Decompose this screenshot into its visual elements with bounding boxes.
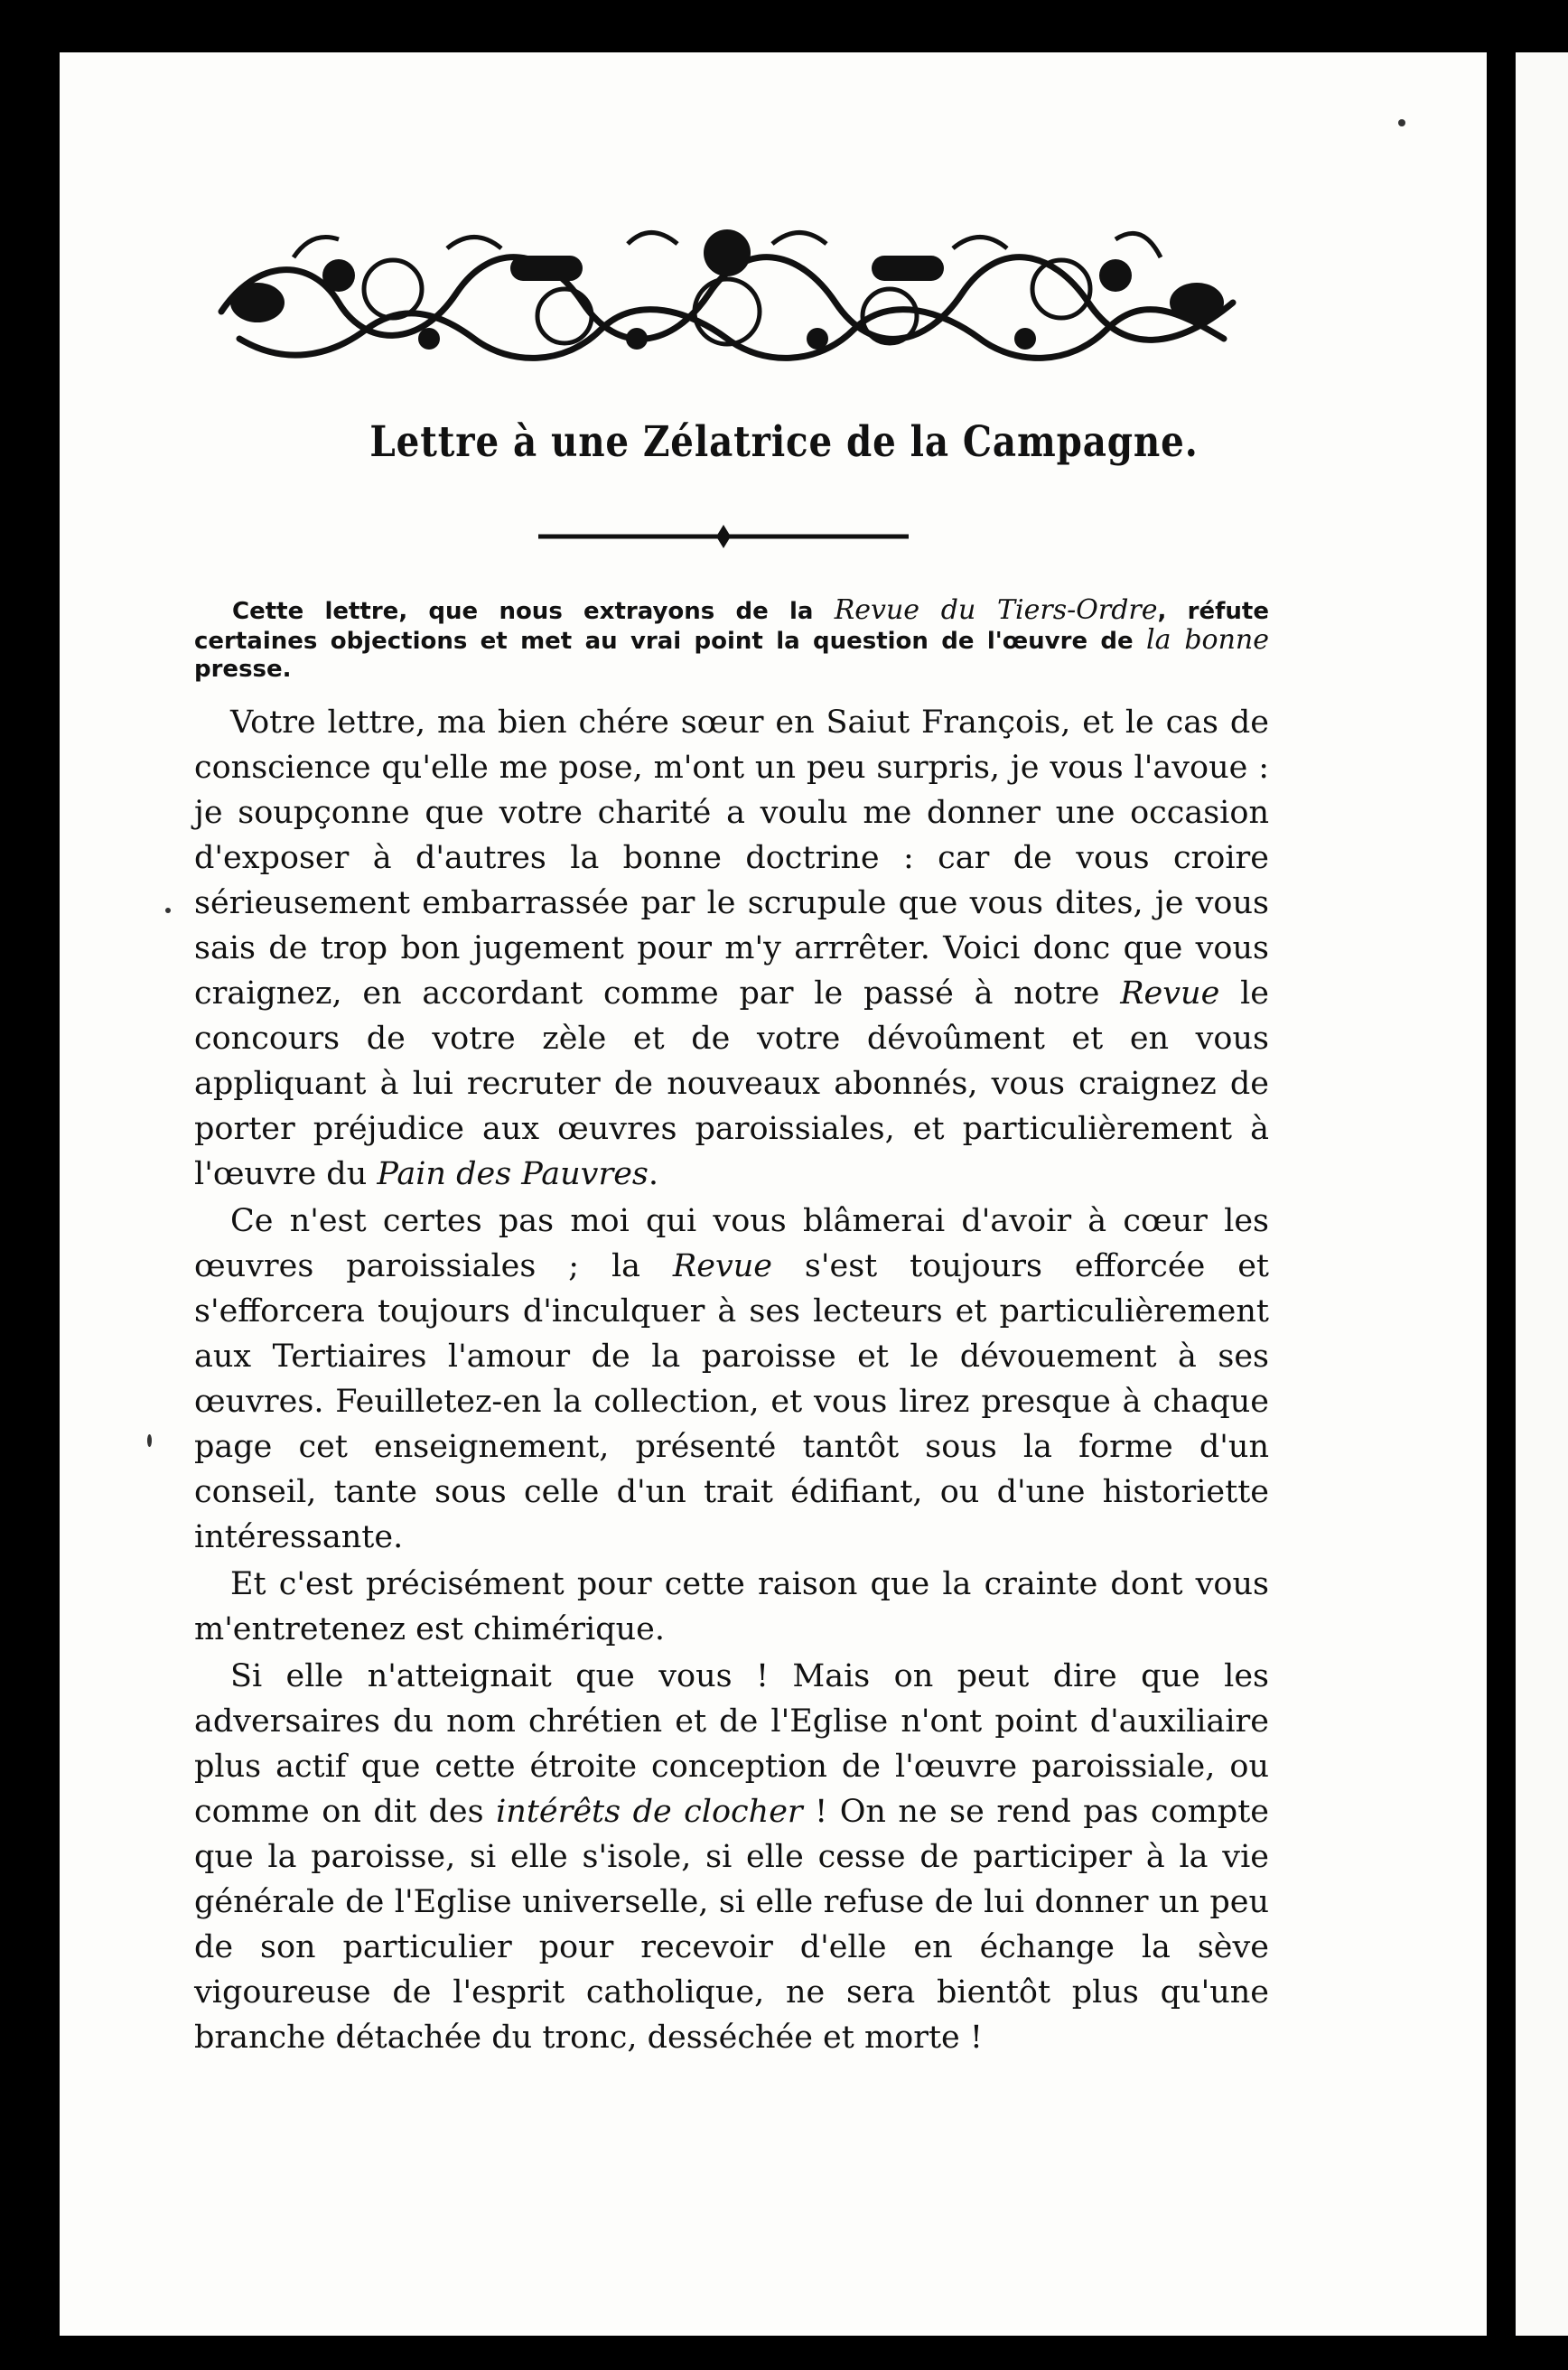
letter-paragraph (194, 700, 1269, 1197)
intro-work-title: la bonne (1146, 624, 1269, 656)
letter-paragraph (194, 1199, 1269, 1560)
italic-phrase: Revue (1120, 975, 1220, 1012)
intro-source-title: Revue du Tiers-Ordre (834, 594, 1158, 626)
letter-paragraph (194, 1654, 1269, 2060)
paragraph-text: . (648, 1156, 659, 1192)
letter-body (194, 700, 1269, 2062)
paragraph-text: s'est toujours efforcée et s'efforcera toujours d'inculquer à ses lecteurs et particulièrement aux Tertiaires l'amour de la paroisse et le dévouement à ses œuvres. Feuilletez-en la collection, et vous lirez presque à chaque page cet enseignement, présenté tantôt sous la forme d'un conseil, tante sous celle d'un trait édifiant, ou d'une historiette intéressante. (194, 1248, 1269, 1555)
scan-speck (147, 1434, 152, 1447)
adjacent-page-edge (1516, 52, 1568, 2336)
decorative-header-ornament (203, 203, 1252, 375)
intro-text: Cette lettre, que nous extrayons de la (232, 598, 835, 625)
paragraph-text: le concours de votre zèle et de votre dévoûment et en vous appliquant à lui recruter de nouveaux abonnés, vous craignez de porter préjudice aux œuvres paroissiales, et particulièrement à l'œuvre du (194, 975, 1269, 1192)
paragraph-text: ! On ne se rend pas compte que la paroisse, si elle s'isole, si elle cesse de participer à la vie générale de l'Eglise universelle, si elle refuse de lui donner un peu de son particulier pour recevoir d'elle en échange la sève vigoureuse de l'esprit catholique, ne sera bientôt plus qu'une branche détachée du tronc, desséchée et morte ! (194, 1794, 1269, 2056)
letter-paragraph (194, 1562, 1269, 1652)
italic-phrase: Revue (672, 1248, 773, 1284)
paragraph-text: Votre lettre, ma bien chére sœur en Saiut François, et le cas de conscience qu'elle me pose, m'ont un peu surpris, je vous l'avoue : je soupçonne que votre charité a voulu me donner une occasion d'exposer à d'autres la bonne doctrine : car de vous croire sérieusement embarrassée par le scrupule que vous dites, je vous sais de trop bon jugement pour m'y arrrêter. Voici donc que vous craignez, en accordant comme par le passé à notre (194, 704, 1269, 1012)
scan-speck (1398, 119, 1405, 126)
document-title: Lettre à une Zélatrice de la Campagne. (369, 417, 1199, 467)
intro-text: , réfute certaines objections et met au vrai point la question de l'œuvre de (194, 598, 1269, 655)
paragraph-text: Si elle n'atteignait que vous ! Mais on peut dire que les adversaires du nom chrétien et de l'Eglise n'ont point d'auxiliaire plus actif que cette étroite conception de l'œuvre paroissiale, ou comme on dit des (194, 1658, 1269, 1830)
italic-phrase: intérêts de clocher (496, 1794, 803, 1830)
title-divider-rule (538, 523, 909, 550)
paragraph-text: Et c'est précisément pour cette raison que la crainte dont vous m'entretenez est chimérique. (194, 1566, 1269, 1647)
italic-phrase: Pain des Pauvres (377, 1156, 649, 1192)
editorial-introduction (194, 596, 1269, 684)
intro-text: presse. (194, 656, 292, 683)
paragraph-text: Ce n'est certes pas moi qui vous blâmerai d'avoir à cœur les œuvres paroissiales ; la (194, 1203, 1269, 1284)
scan-speck (165, 908, 171, 913)
